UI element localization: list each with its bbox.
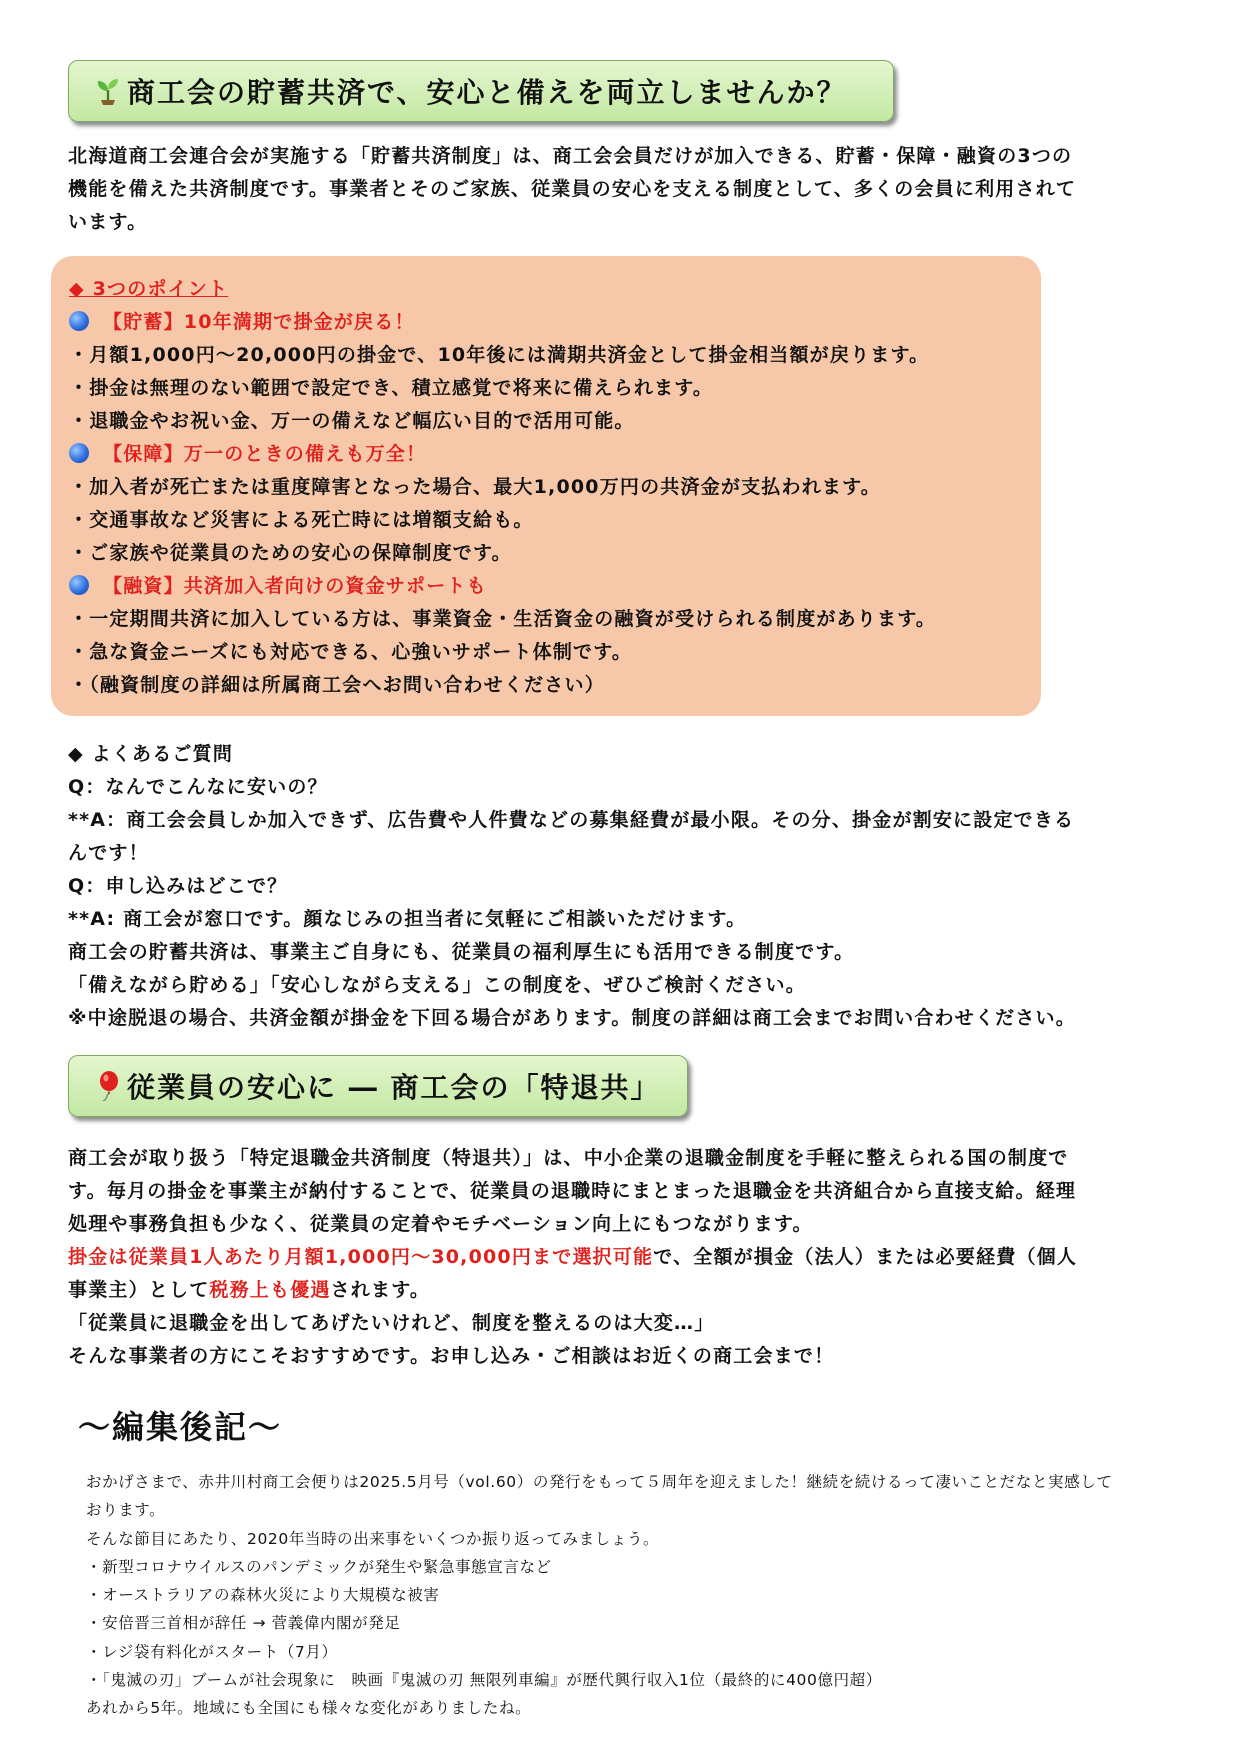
tax-highlight: 税務上も優遇 (209, 1279, 331, 1301)
point-item: ・ご家族や従業員のための安心の保障制度です。 (69, 542, 512, 564)
intro-line: 北海道商工会連合会が実施する「貯蓄共済制度」は、商工会会員だけが加入できる、貯蓄・保障・融資の3つの (68, 145, 1073, 167)
points-heading: ◆ 3つのポイント (69, 278, 229, 300)
faq-section (68, 738, 1198, 1035)
afterword-line: そんな節目にあたり、2020年当時の出来事をいくつか振り返ってみましょう。 (86, 1529, 660, 1548)
afterword-line: ・「鬼滅の刃」ブームが社会現象に 映画『鬼滅の刃 無限列車編』が歴代興行収入1位（最終的に400億円超） (86, 1671, 882, 1690)
tax-line: 事業主）として税務上も優遇されます。 (68, 1279, 431, 1301)
point-heading-loan: 【融資】共済加入者向けの資金サポートも (69, 570, 1041, 603)
faq-line: **A：商工会会員しか加入できず、広告費や人件費などの募集経費が最小限。その分、掛金が割安に設定できる (68, 809, 1075, 831)
section2-title: 従業員の安心に ― 商工会の「特退共」 (127, 1071, 661, 1104)
afterword-line: ・レジ袋有料化がスタート（7月） (86, 1642, 338, 1661)
afterword-line: ・新型コロナウイルスのパンデミックが発生や緊急事態宣言など (86, 1557, 552, 1576)
point-item: ・月額1,000円〜20,000円の掛金で、10年後には満期共済金として掛金相当額が戻ります。 (69, 344, 930, 366)
faq-line: んです！ (68, 842, 149, 864)
afterword-line: あれから5年。地域にも全国にも様々な変化がありましたね。 (86, 1699, 532, 1718)
highlight-line: 掛金は従業員1人あたり月額1,000円〜30,000円まで選択可能で、全額が損金（法人）または必要経費（個人 (68, 1246, 1078, 1268)
point-item: ・掛金は無理のない範囲で設定でき、積立感覚で将来に備えられます。 (69, 377, 714, 399)
faq-line: Q：申し込みはどこで？ (68, 875, 288, 897)
afterword-line: ・オーストラリアの森林火災により大規模な被害 (86, 1586, 440, 1605)
afterword-line: おかげさまで、赤井川村商工会便りは2025.5月号（vol.60）の発行をもって５周年を迎えました！継続を続けるって凄いことだなと実感して (86, 1473, 1113, 1491)
section2-body (68, 1142, 1208, 1373)
afterword-body (86, 1468, 1186, 1723)
section2-banner (68, 1055, 688, 1117)
faq-line: **A: 商工会が窓口です。顔なじみの担当者に気軽にご相談いただけます。 (68, 908, 747, 930)
points-box (51, 256, 1041, 716)
point-item: ・急な資金ニーズにも対応できる、心強いサポート体制です。 (69, 641, 633, 663)
closing-line: 「従業員に退職金を出してあげたいけれど、制度を整えるのは大変…」 (68, 1312, 715, 1334)
faq-line: 商工会の貯蓄共済は、事業主ご自身にも、従業員の福利厚生にも活用できる制度です。 (68, 941, 855, 963)
body-line: 処理や事務負担も少なく、従業員の定着やモチベーション向上にもつながります。 (68, 1213, 813, 1235)
faq-line: ※中途脱退の場合、共済金額が掛金を下回る場合があります。制度の詳細は商工会までお問い合わせください。 (68, 1007, 1076, 1029)
point-item: ・一定期間共済に加入している方は、事業資金・生活資金の融資が受けられる制度があります。 (69, 608, 937, 630)
section1-banner (68, 60, 894, 122)
balloon-icon (95, 1071, 121, 1101)
seedling-icon (95, 76, 121, 106)
point-item: ・退職金やお祝い金、万一の備えなど幅広い目的で活用可能。 (69, 410, 635, 432)
section1-intro (68, 140, 1178, 239)
afterword-line: ・安倍晋三首相が辞任 → 菅義偉内閣が発足 (86, 1614, 401, 1633)
blue-bullet-icon (69, 443, 89, 463)
intro-line: 機能を備えた共済制度です。事業者とそのご家族、従業員の安心を支える制度として、多くの会員に利用されて (68, 178, 1077, 200)
point-heading-security: 【保障】万一のときの備えも万全！ (69, 438, 1041, 471)
afterword-line: おります。 (86, 1501, 166, 1520)
point-item: ・（融資制度の詳細は所属商工会へお問い合わせください） (69, 674, 605, 696)
section1-title: 商工会の貯蓄共済で、安心と備えを両立しませんか？ (127, 76, 847, 109)
faq-heading: ◆ よくあるご質問 (68, 743, 234, 765)
faq-line: Q：なんでこんなに安いの？ (68, 776, 328, 798)
afterword-title: ～編集後記～ (78, 1408, 283, 1446)
closing-line: そんな事業者の方にこそおすすめです。お申し込み・ご相談はお近くの商工会まで！ (68, 1345, 835, 1367)
body-line: 商工会が取り扱う「特定退職金共済制度（特退共）」は、中小企業の退職金制度を手軽に整えられる国の制度で (68, 1147, 1069, 1169)
highlight-text: 掛金は従業員1人あたり月額1,000円〜30,000円まで選択可能 (68, 1246, 654, 1268)
intro-line: います。 (68, 211, 148, 233)
blue-bullet-icon (69, 311, 89, 331)
point-item: ・交通事故など災害による死亡時には増額支給も。 (69, 509, 534, 531)
blue-bullet-icon (69, 575, 89, 595)
point-item: ・加入者が死亡または重度障害となった場合、最大1,000万円の共済金が支払われます。 (69, 476, 881, 498)
point-heading-savings: 【貯蓄】10年満期で掛金が戻る！ (69, 306, 1041, 339)
body-line: す。毎月の掛金を事業主が納付することで、従業員の退職時にまとまった退職金を共済組合から直接支給。経理 (68, 1180, 1077, 1202)
faq-line: 「備えながら貯める」「安心しながら支える」この制度を、ぜひご検討ください。 (68, 974, 806, 996)
